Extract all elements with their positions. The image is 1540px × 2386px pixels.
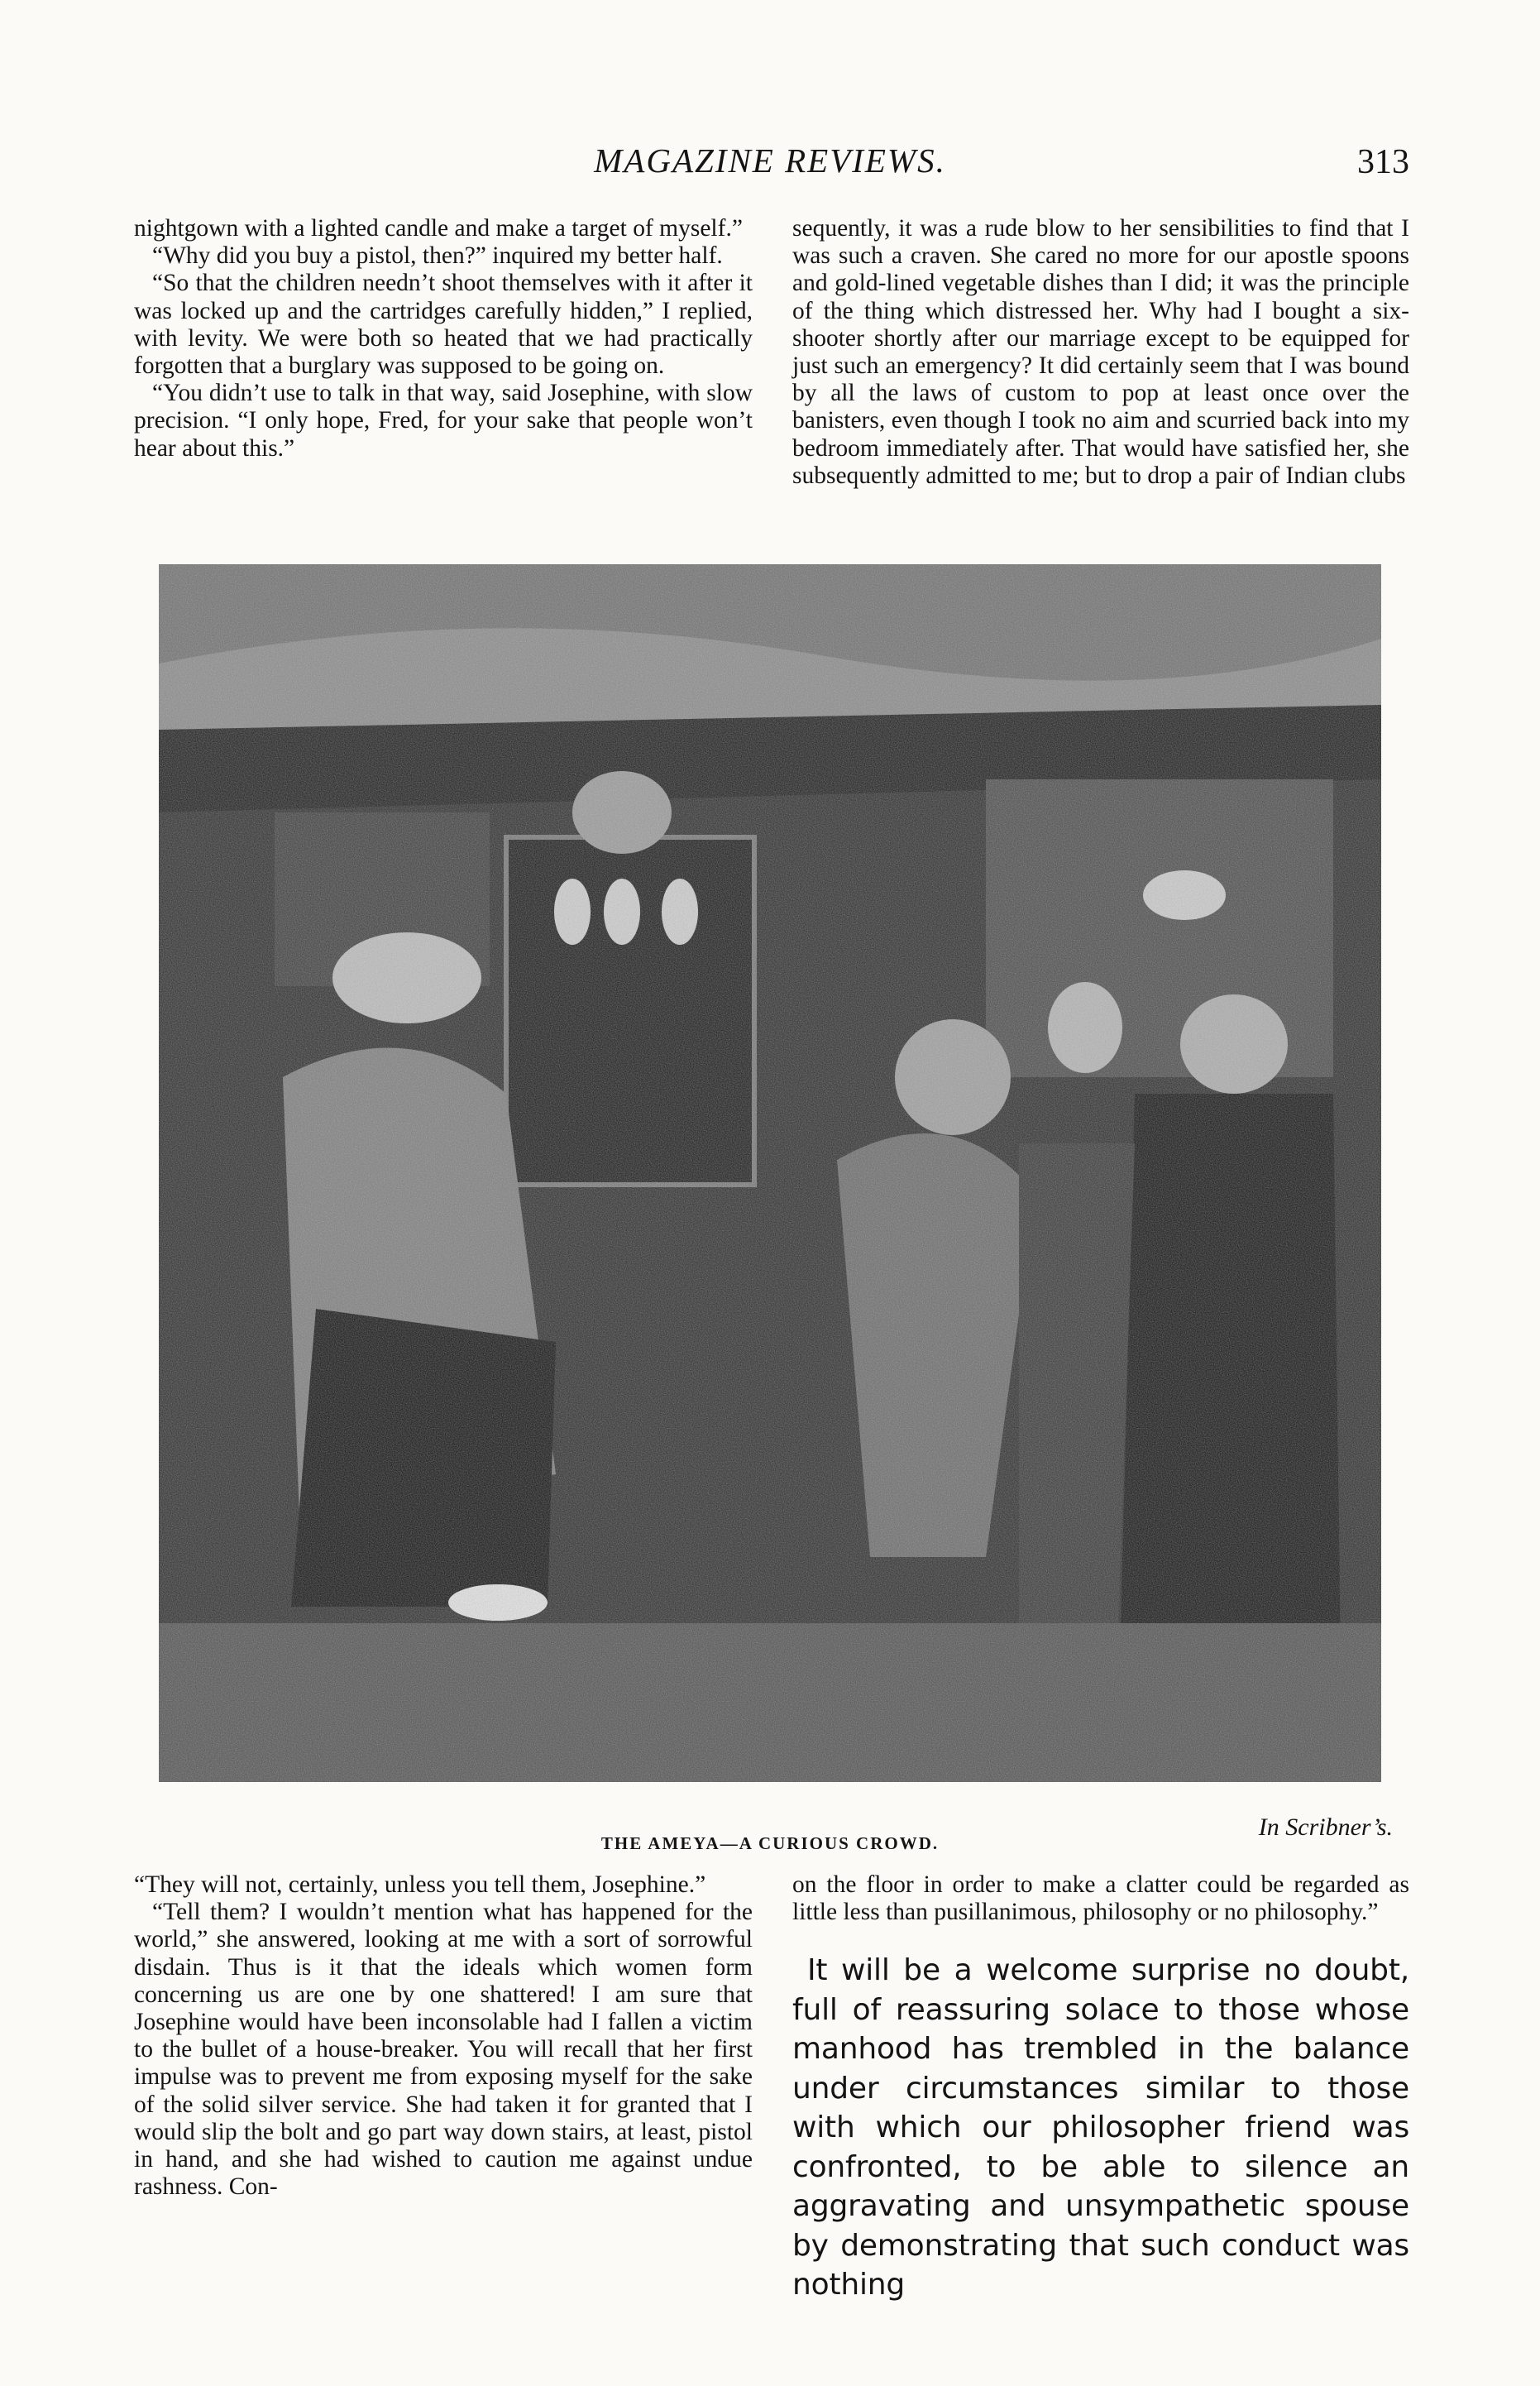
paragraph: “They will not, certainly, unless you tell them, Josephine.”	[134, 1871, 706, 1898]
paragraph: nightgown with a lighted candle and make a target of myself.”	[134, 215, 743, 242]
crowd-scene-image	[159, 564, 1381, 1782]
paragraph: sequently, it was a rude blow to her sensibilities to find that I was such a craven. She cared no more for our apostle spoons and gold-lined vegetable dishes than I did; it was the principle of the thing which distressed her. Why had I bought a six-shooter shortly after our marriage except to be equipped for just such an emergency? It did certainly seem that I was bound by all the laws of custom to pop at least once over the banisters, even though I took no aim and scurried back into my bedroom immediately after. That would have satisfied her, she subsequently admitted to me; but to drop a pair of Indian clubs	[792, 215, 1409, 489]
illustration-caption: THE AMEYA—A CURIOUS CROWD.	[600, 1833, 940, 1853]
paragraph: “You didn’t use to talk in that way, said Josephine, with slow precision. “I only hope, Fred, for your sake that people won’t hear about this.”	[134, 380, 753, 462]
paragraph: “So that the children needn’t shoot themselves with it after it was locked up and the cartridges carefully hidden,” I replied, with levity. We were both so heated that we had practically forgotten that a burglary was supposed to be going on.	[134, 270, 753, 380]
column-top-right	[792, 215, 1409, 490]
page-header	[0, 141, 1540, 190]
column-bottom-right	[792, 1871, 1409, 2305]
illustration-credit: In Scribner’s.	[1258, 1813, 1393, 1841]
column-top-left	[134, 215, 753, 462]
paragraph: “Why did you buy a pistol, then?” inquired my better half.	[152, 242, 723, 270]
column-bottom-left	[134, 1871, 753, 2201]
page-number: 313	[1357, 143, 1409, 181]
engraving-illustration	[159, 564, 1381, 1782]
paragraph: on the floor in order to make a clatter could be regarded as little less than pusillanimous, philosophy or no philosophy.”	[792, 1871, 1409, 1926]
running-title: MAGAZINE REVIEWS.	[594, 141, 946, 180]
paragraph: “Tell them? I wouldn’t mention what has happened for the world,” she answered, looking at me with a sort of sorrowful disdain. Thus is it that the ideals which women form concerning us are one by one shattered! I am sure that Josephine would have been inconsolable had I fallen a victim to the bullet of a house-breaker. You will recall that her first impulse was to prevent me from exposing myself for the sake of the solid silver service. She had taken it for granted that I would slip the bolt and go part way down stairs, at least, pistol in hand, and she had wished to caution me against undue rashness. Con-	[134, 1899, 753, 2201]
lead-paragraph: It will be a welcome surprise no doubt, full of reassuring solace to those whose manhood has trembled in the balance under circumstances similar to those with which our philosopher friend was confronted, to be able to silence an aggravating and unsympathetic spouse by demonstrating that such conduct was nothing	[792, 1953, 1409, 2302]
